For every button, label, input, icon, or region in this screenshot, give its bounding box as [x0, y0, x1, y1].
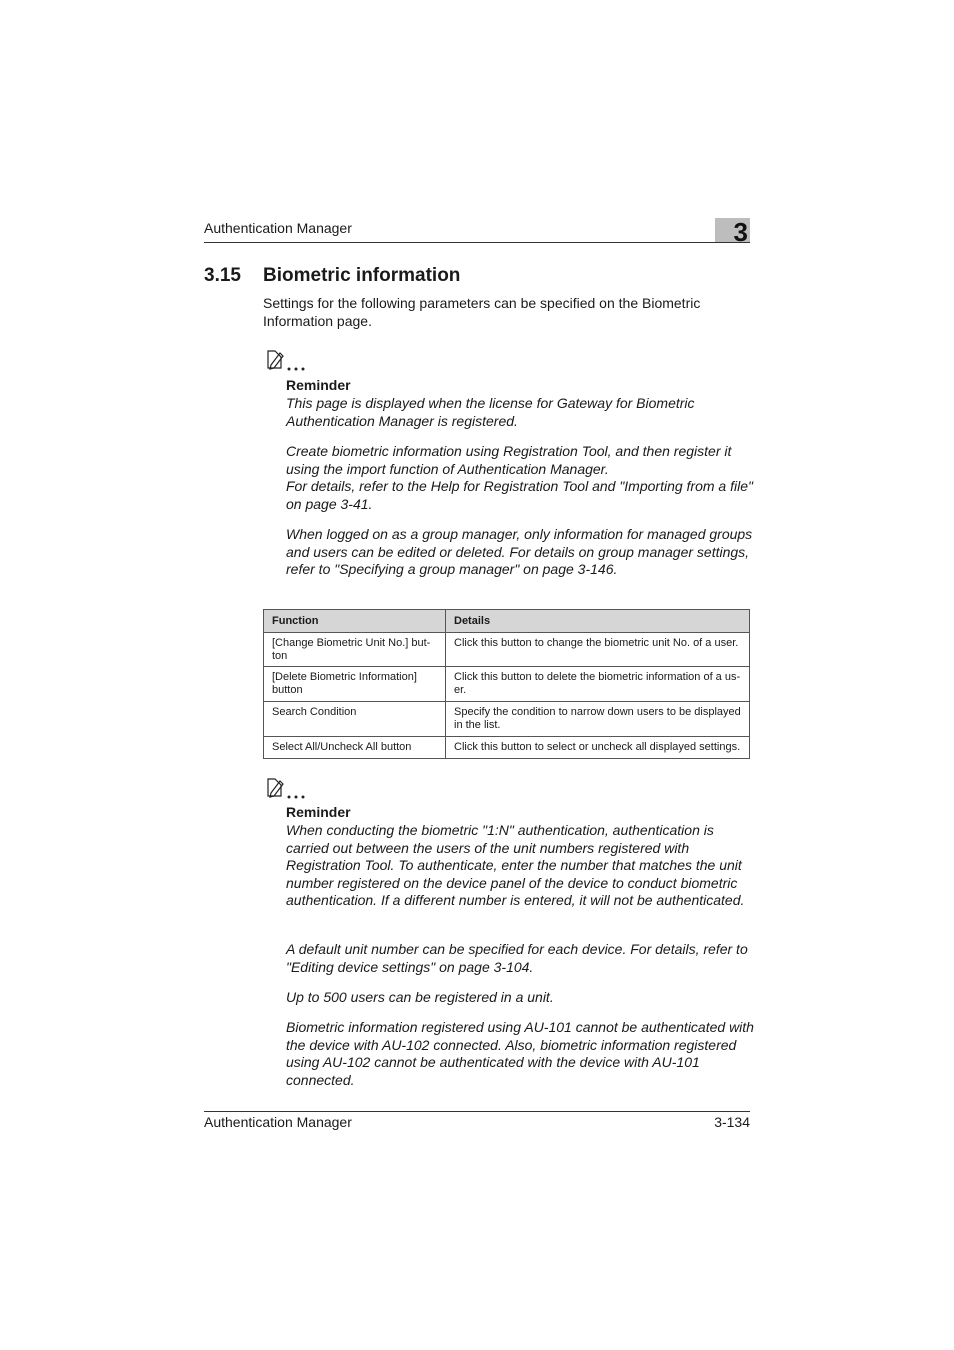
note-paragraph: Up to 500 users can be registered in a unit. — [286, 989, 554, 1005]
table-row — [264, 737, 750, 759]
note-paragraph: Create biometric information using Registration Tool, and then register it using the import function of Authentication Manager. — [286, 443, 732, 477]
section-intro: Settings for the following parameters can be specified on the Biometric Information page. — [263, 295, 701, 329]
column-header-details: Details — [446, 610, 750, 633]
note-paragraph: When logged on as a group manager, only information for managed groups and users can be edited or deleted. For details on group manager settings, refer to "Specifying a group manager" on page 3-146. — [286, 526, 753, 578]
running-footer-title: Authentication Manager — [204, 1114, 352, 1130]
function-cell: Search Condition — [264, 702, 446, 737]
pencil-note-icon — [265, 776, 313, 800]
note-paragraph: For details, refer to the Help for Registration Tool and "Importing from a file" on page 3-41. — [286, 478, 753, 512]
function-cell: Select All/Uncheck All button — [264, 737, 446, 759]
note-label: Reminder — [286, 377, 351, 393]
details-cell: Click this button to delete the biometric information of a us-er. — [446, 667, 750, 702]
running-header-title: Authentication Manager — [204, 220, 352, 236]
note-paragraph: Biometric information registered using AU-101 cannot be authenticated with the device with AU-102 connected. Also, biometric information registered using AU-102 cannot be authenticated with the device with AU-101 connected. — [286, 1019, 754, 1088]
table-header-row — [264, 610, 750, 633]
section-number: 3.15 — [204, 265, 241, 286]
details-cell: Click this button to select or uncheck all displayed settings. — [446, 737, 750, 759]
chapter-tab — [715, 217, 750, 247]
column-header-function: Function — [264, 610, 446, 633]
section-title: Biometric information — [263, 265, 461, 286]
function-cell: [Delete Biometric Information] button — [264, 667, 446, 702]
function-cell: [Change Biometric Unit No.] but-ton — [264, 633, 446, 667]
table-row — [264, 633, 750, 667]
note-paragraph: This page is displayed when the license for Gateway for Biometric Authentication Manager is registered. — [286, 395, 695, 429]
chapter-number: 3 — [733, 217, 748, 247]
details-cell: Specify the condition to narrow down users to be displayed in the list. — [446, 702, 750, 737]
details-cell: Click this button to change the biometric unit No. of a user. — [446, 633, 750, 667]
function-table — [263, 609, 750, 759]
table-row — [264, 702, 750, 737]
header-rule — [204, 242, 750, 243]
note-label: Reminder — [286, 804, 351, 820]
page-number: 3-134 — [714, 1114, 750, 1130]
pencil-note-icon — [265, 348, 313, 372]
table-row — [264, 667, 750, 702]
note-paragraph: When conducting the biometric "1:N" authentication, authentication is carried out between the users of the unit numbers registered with Registration Tool. To authenticate, enter the number that matches the unit number registered on the device panel of the device to conduct biometric authentication. If a different number is entered, it will not be authenticated. — [286, 822, 745, 909]
note-paragraph: A default unit number can be specified for each device. For details, refer to "Editing device settings" on page 3-104. — [286, 941, 748, 975]
footer-rule — [204, 1111, 750, 1112]
